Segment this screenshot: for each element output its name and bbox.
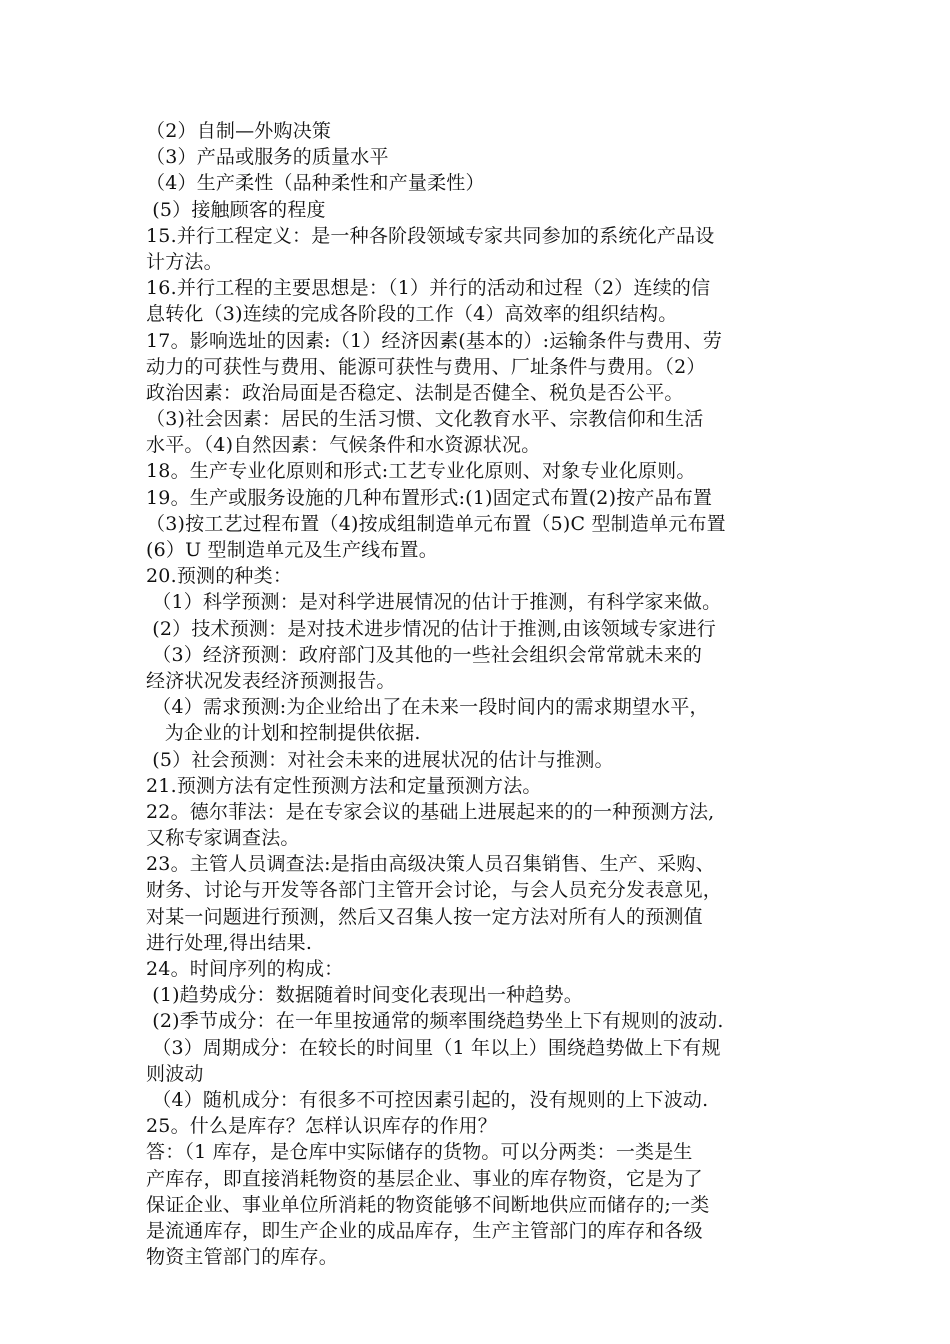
text-line: (2)季节成分：在一年里按通常的频率围绕趋势坐上下有规则的波动. bbox=[146, 1010, 724, 1033]
text-line: 答：（1 库存，是仓库中实际储存的货物。可以分两类：一类是生 bbox=[146, 1141, 693, 1164]
text-line: 23。主管人员调查法:是指由高级决策人员召集销售、生产、采购、 bbox=[146, 853, 715, 876]
text-line: （3）周期成分：在较长的时间里（1 年以上）围绕趋势做上下有规 bbox=[146, 1036, 721, 1059]
text-line: 进行处理,得出结果. bbox=[146, 931, 313, 954]
text-line: 保证企业、事业单位所消耗的物资能够不间断地供应而储存的;一类 bbox=[146, 1193, 710, 1216]
text-line: 经济状况发表经济预测报告。 bbox=[146, 669, 396, 692]
text-line: （3)按工艺过程布置（4)按成组制造单元布置（5)C 型制造单元布置 bbox=[146, 512, 726, 535]
text-line: （3）经济预测：政府部门及其他的一些社会组织会常常就未来的 bbox=[146, 643, 703, 666]
document-body bbox=[146, 118, 818, 1270]
text-line: 物资主管部门的库存。 bbox=[146, 1246, 339, 1269]
text-line: 17。影响选址的因素:（1）经济因素(基本的）:运输条件与费用、劳 bbox=[146, 329, 723, 352]
text-line: 水平。（4)自然因素：气候条件和水资源状况。 bbox=[146, 434, 541, 457]
text-line: (1)趋势成分：数据随着时间变化表现出一种趋势。 bbox=[146, 984, 583, 1007]
text-line: 为企业的计划和控制提供依据. bbox=[146, 722, 421, 745]
text-line: 16.并行工程的主要思想是：（1）并行的活动和过程（2）连续的信 bbox=[146, 277, 711, 300]
text-line: 财务、讨论与开发等各部门主管开会讨论，与会人员充分发表意见， bbox=[146, 879, 723, 902]
text-line: 21.预测方法有定性预测方法和定量预测方法。 bbox=[146, 774, 542, 797]
text-line: 19。生产或服务设施的几种布置形式:(1)固定式布置(2)按产品布置 bbox=[146, 486, 713, 509]
text-line: 24。时间序列的构成： bbox=[146, 958, 344, 980]
text-line: 是流通库存，即生产企业的成品库存，生产主管部门的库存和各级 bbox=[146, 1219, 703, 1242]
text-line: 息转化（3)连续的完成各阶段的工作（4）高效率的组织结构。 bbox=[146, 303, 678, 326]
text-line: 产库存，即直接消耗物资的基层企业、事业的库存物资，它是为了 bbox=[146, 1167, 703, 1190]
text-line: 动力的可获性与费用、能源可获性与费用、厂址条件与费用。（2） bbox=[146, 355, 706, 378]
text-line: 计方法。 bbox=[146, 250, 223, 273]
text-line: (2）技术预测：是对技术进步情况的估计于推测,由该领域专家进行 bbox=[146, 617, 716, 640]
text-line: （3)社会因素：居民的生活习惯、文化教育水平、宗教信仰和生活 bbox=[146, 408, 704, 431]
text-line: （2）自制—外购决策 bbox=[146, 120, 332, 142]
text-line: (6）U 型制造单元及生产线布置。 bbox=[146, 539, 438, 561]
text-line: 25。什么是库存？怎样认识库存的作用？ bbox=[146, 1115, 497, 1138]
text-line: （4）生产柔性（品种柔性和产量柔性） bbox=[146, 172, 485, 195]
text-line: 22。德尔菲法：是在专家会议的基础上进展起来的的一种预测方法, bbox=[146, 800, 715, 823]
text-line: （3）产品或服务的质量水平 bbox=[146, 146, 389, 169]
text-line: （4）需求预测:为企业给出了在未来一段时间内的需求期望水平， bbox=[146, 696, 709, 719]
text-line: （1）科学预测：是对科学进展情况的估计于推测，有科学家来做。 bbox=[146, 591, 722, 614]
text-line: 18。生产专业化原则和形式:工艺专业化原则、对象专业化原则。 bbox=[146, 460, 696, 483]
text-line: 则波动 bbox=[146, 1062, 204, 1085]
text-line: (5）接触顾客的程度 bbox=[146, 198, 326, 221]
text-line: （4）随机成分：有很多不可控因素引起的，没有规则的上下波动. bbox=[146, 1088, 709, 1111]
text-line: 政治因素：政治局面是否稳定、法制是否健全、税负是否公平。 bbox=[146, 381, 684, 404]
text-line: 20.预测的种类： bbox=[146, 565, 293, 588]
text-line: 又称专家调查法。 bbox=[146, 827, 300, 850]
text-line: 15.并行工程定义：是一种各阶段领域专家共同参加的系统化产品设 bbox=[146, 224, 715, 247]
text-line: 对某一问题进行预测，然后又召集人按一定方法对所有人的预测值 bbox=[146, 905, 703, 928]
text-line: (5）社会预测：对社会未来的进展状况的估计与推测。 bbox=[146, 748, 614, 771]
